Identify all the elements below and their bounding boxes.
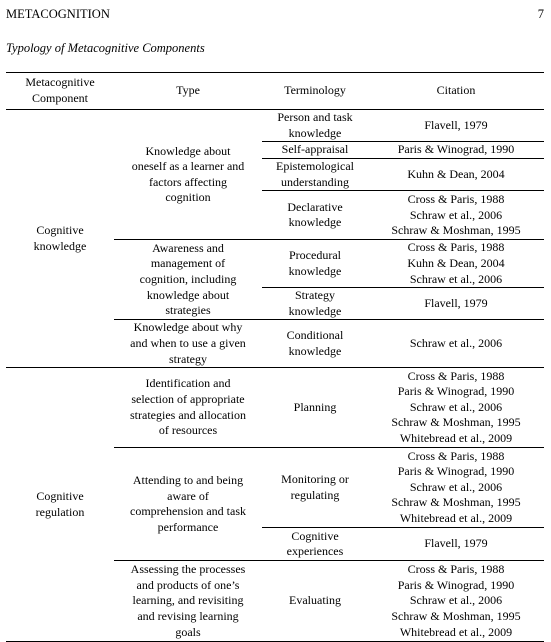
- terminology-cell: Self-appraisal: [262, 142, 368, 159]
- citation-cell: Cross & Paris, 1988 Paris & Winograd, 1990 Schraw et al., 2006 Schraw & Moshman, 1995 Whitebread et al., 2009: [368, 448, 544, 528]
- header-type: Type: [114, 73, 262, 110]
- citation-cell: Flavell, 1979: [368, 110, 544, 142]
- running-head-title: METACOGNITION: [6, 7, 110, 21]
- type-cell: Attending to and being aware of comprehension and task performance: [114, 448, 262, 561]
- component-cell: Cognitive knowledge: [6, 110, 114, 368]
- table-row: [6, 368, 544, 448]
- citation-cell: Cross & Paris, 1988 Kuhn & Dean, 2004 Schraw et al., 2006: [368, 240, 544, 288]
- terminology-cell: Monitoring or regulating: [262, 448, 368, 528]
- terminology-cell: Person and task knowledge: [262, 110, 368, 142]
- page-number: 7: [537, 7, 544, 21]
- citation-cell: Kuhn & Dean, 2004: [368, 159, 544, 191]
- type-cell: Identification and selection of appropriate strategies and allocation of resources: [114, 368, 262, 448]
- terminology-cell: Conditional knowledge: [262, 320, 368, 368]
- terminology-cell: Strategy knowledge: [262, 288, 368, 320]
- header-terminology: Terminology: [262, 73, 368, 110]
- header-component: Metacognitive Component: [6, 73, 114, 110]
- type-cell: Knowledge about oneself as a learner and factors affecting cognition: [114, 110, 262, 240]
- citation-cell: Cross & Paris, 1988 Paris & Winograd, 1990 Schraw et al., 2006 Schraw & Moshman, 1995 Whitebread et al., 2009: [368, 368, 544, 448]
- citation-cell: Cross & Paris, 1988 Schraw et al., 2006 Schraw & Moshman, 1995: [368, 191, 544, 240]
- component-cell: Cognitive regulation: [6, 368, 114, 642]
- metacognition-table: [6, 72, 544, 642]
- table-caption: Typology of Metacognitive Components: [6, 41, 205, 55]
- type-cell: Awareness and management of cognition, including knowledge about strategies: [114, 240, 262, 320]
- header-citation: Citation: [368, 73, 544, 110]
- terminology-cell: Epistemological understanding: [262, 159, 368, 191]
- citation-cell: Flavell, 1979: [368, 528, 544, 561]
- running-head: [6, 7, 544, 22]
- citation-cell: Cross & Paris, 1988 Paris & Winograd, 1990 Schraw et al., 2006 Schraw & Moshman, 1995 Whitebread et al., 2009: [368, 561, 544, 642]
- terminology-cell: Cognitive experiences: [262, 528, 368, 561]
- type-cell: Assessing the processes and products of one’s learning, and revisiting and revising learning goals: [114, 561, 262, 642]
- terminology-cell: Planning: [262, 368, 368, 448]
- citation-cell: Flavell, 1979: [368, 288, 544, 320]
- terminology-cell: Procedural knowledge: [262, 240, 368, 288]
- table-header-row: [6, 73, 544, 110]
- citation-cell: Schraw et al., 2006: [368, 320, 544, 368]
- type-cell: Knowledge about why and when to use a given strategy: [114, 320, 262, 368]
- terminology-cell: Declarative knowledge: [262, 191, 368, 240]
- citation-cell: Paris & Winograd, 1990: [368, 142, 544, 159]
- terminology-cell: Evaluating: [262, 561, 368, 642]
- table-row: [6, 110, 544, 142]
